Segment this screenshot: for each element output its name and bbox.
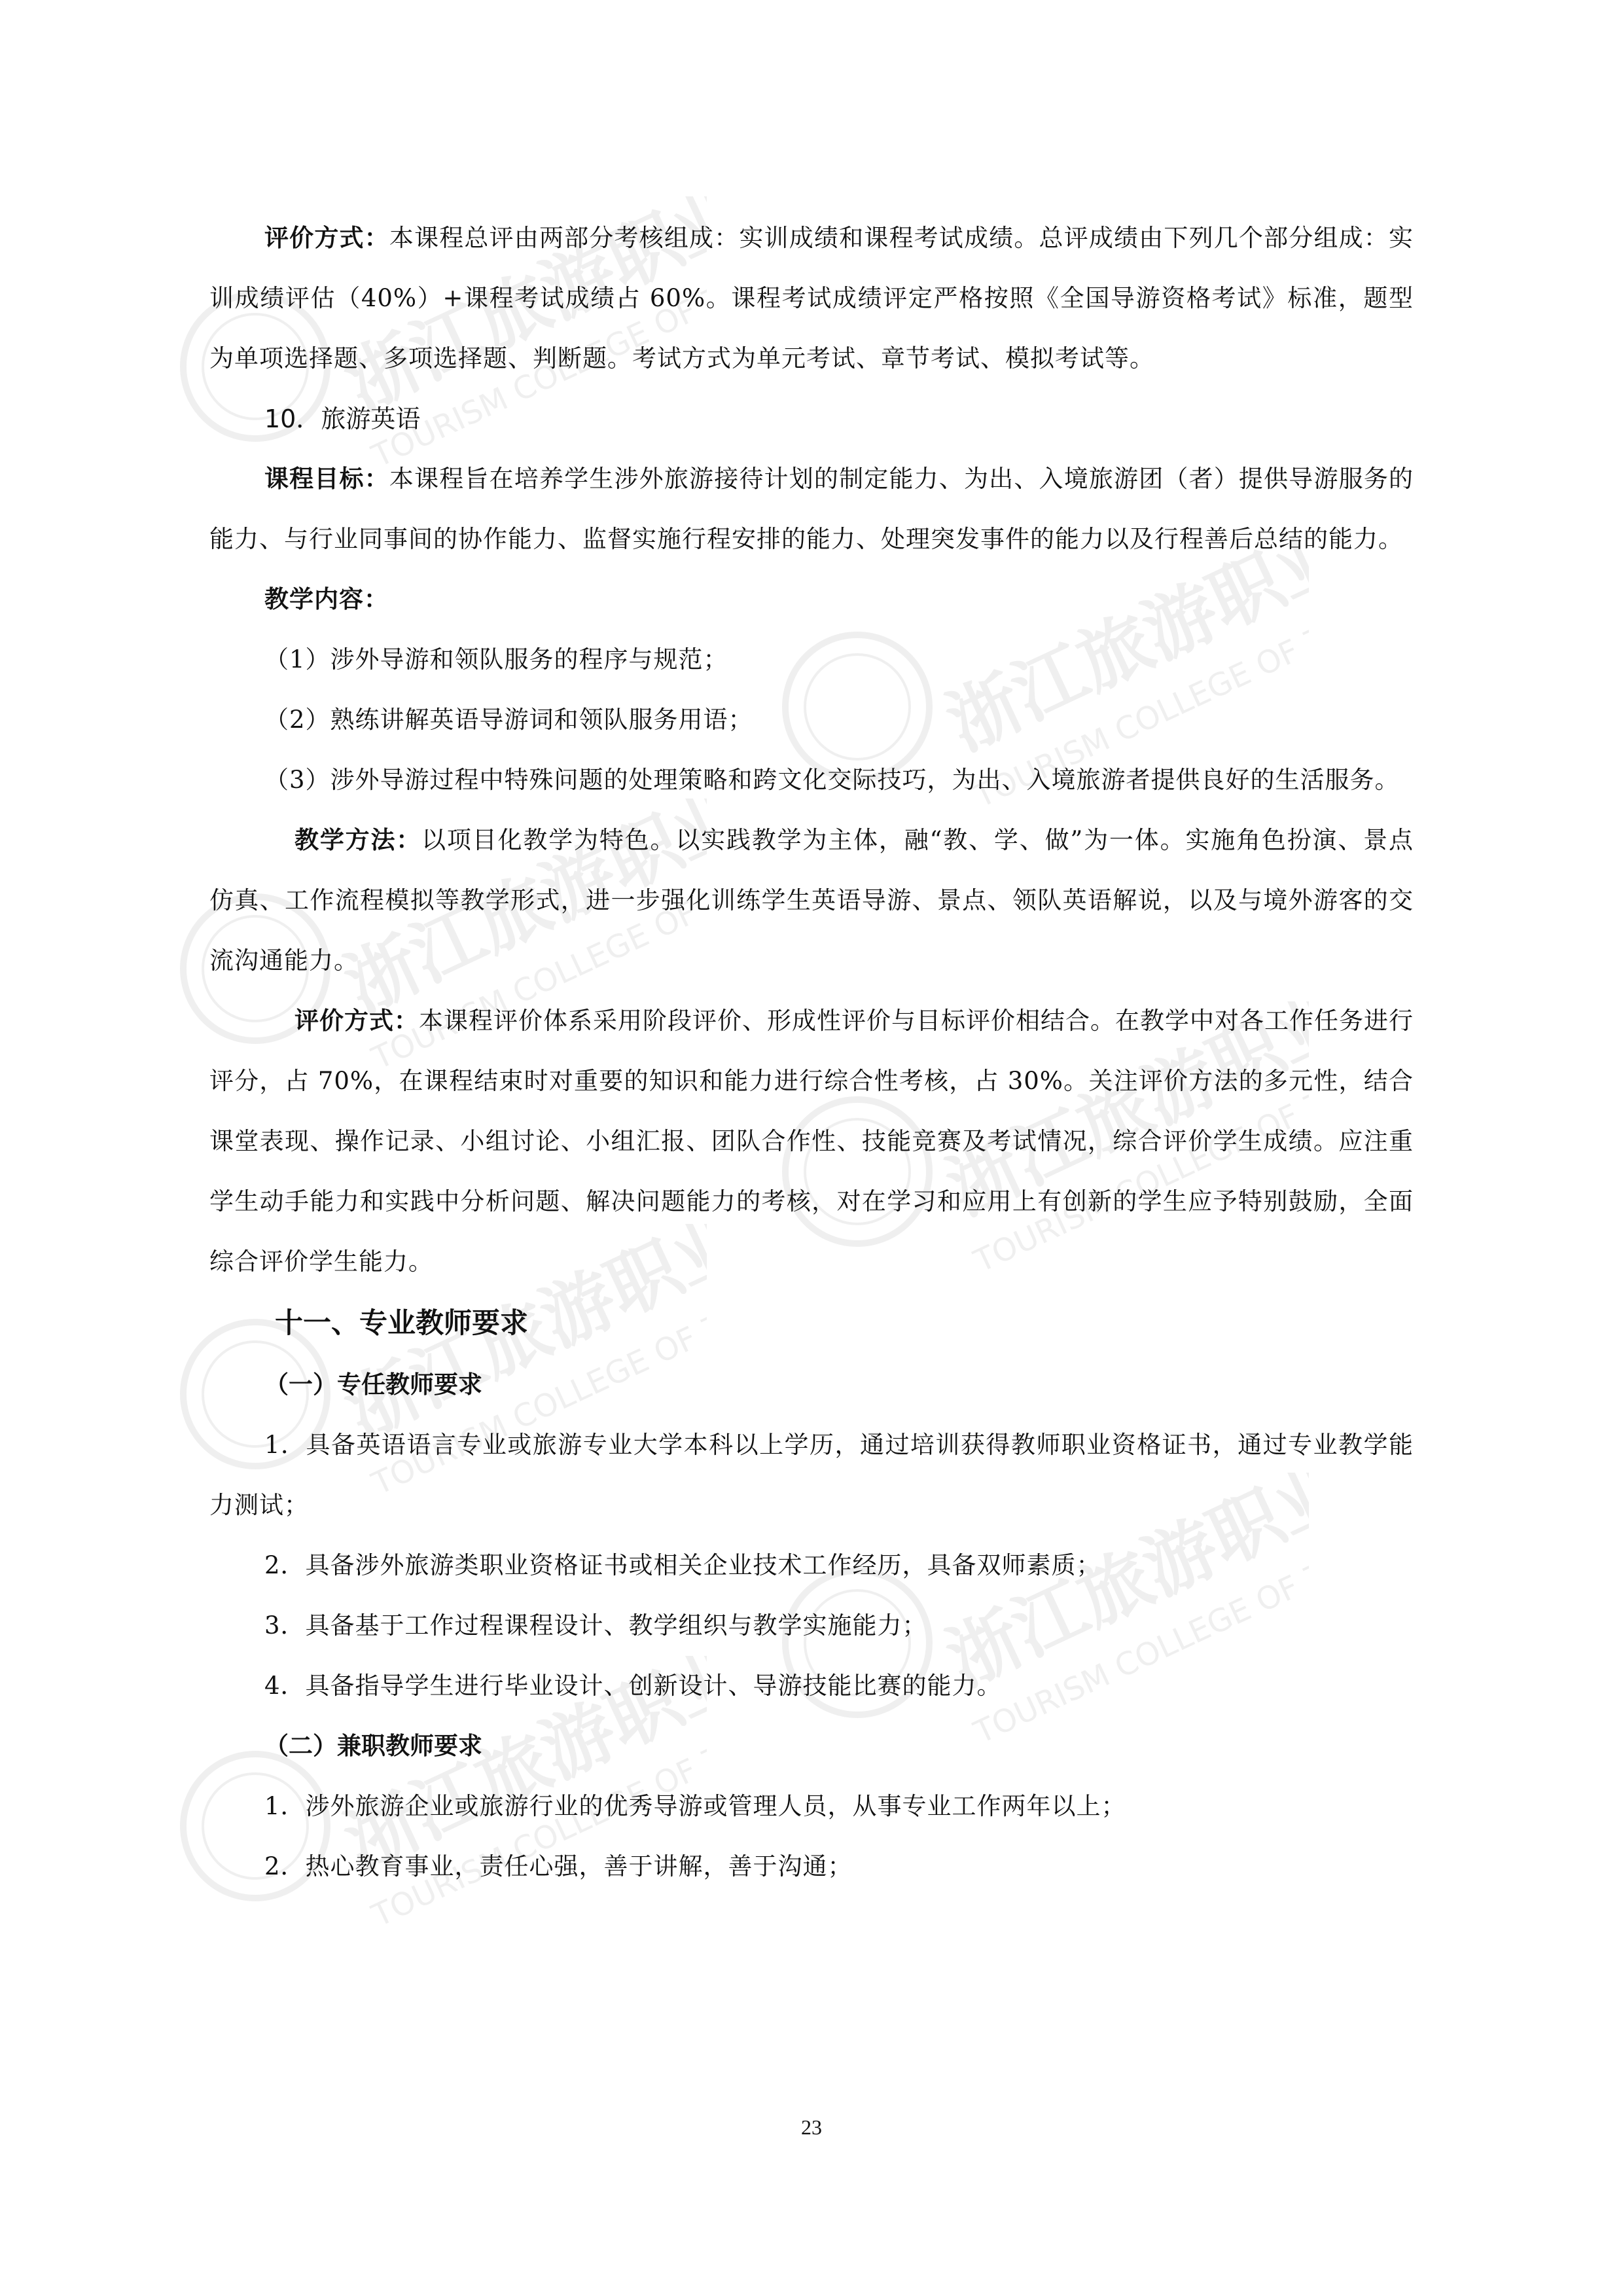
- teaching-content-heading: [209, 569, 1414, 630]
- document-body: [209, 208, 1414, 1897]
- watermark-text-en: TOURISM COLLEGE OF ZHEJIANG: [969, 564, 1309, 816]
- parttime-requirement-item: 1．涉外旅游企业或旅游行业的优秀导游或管理人员，从事专业工作两年以上；: [264, 1792, 1126, 1820]
- teaching-method-paragraph: [209, 810, 1414, 991]
- fulltime-teacher-title: （一）专任教师要求: [264, 1371, 482, 1399]
- watermark-text-cn: 浙江旅游职业学院: [935, 1001, 1309, 1231]
- course-heading: 10．旅游英语: [264, 404, 421, 433]
- watermark-text-cn: 浙江旅游职业学院: [332, 1656, 707, 1886]
- page-number: 23: [801, 2115, 822, 2139]
- watermark-text-en: TOURISM COLLEGE OF ZHEJIANG: [969, 1028, 1309, 1280]
- watermark-text-cn: 浙江旅游职业学院: [332, 798, 707, 1028]
- parttime-teacher-title: （二）兼职教师要求: [264, 1732, 482, 1760]
- course-evaluation-text: 本课程评价体系采用阶段评价、形成性评价与目标评价相结合。在教学中对各工作任务进行评分，占 70%，在课程结束时对重要的知识和能力进行综合性考核，占 30%。关注评价方法的多元性，结合课堂表现、操作记录、小组讨论、小组汇报、团队合作性、技能竞赛及考试情况，综合评价学生成绩。应注重学生动手能力和实践中分析问题、解决问题能力的考核，对在学习和应用上有创新的学生应予特别鼓励，全面综合评价学生能力。: [209, 1007, 1414, 1276]
- course-goal-label: 课程目标：: [264, 465, 389, 493]
- watermark-text-en: TOURISM COLLEGE OF ZHEJIANG: [366, 1683, 707, 1935]
- teaching-method-text: 以项目化教学为特色。以实践教学为主体，融“教、学、做”为一体。实施角色扮演、景点仿真、工作流程模拟等教学形式，进一步强化训练学生英语导游、景点、领队英语解说，以及与境外游客的交流沟通能力。: [209, 826, 1414, 975]
- parttime-requirement-item: 2．热心教育事业，责任心强，善于讲解，善于沟通；: [264, 1852, 853, 1880]
- course-evaluation-paragraph: [209, 991, 1414, 1292]
- fulltime-requirement-item: 3．具备基于工作过程课程设计、教学组织与教学实施能力；: [264, 1611, 927, 1640]
- watermark-text-cn: 浙江旅游职业学院: [332, 196, 707, 426]
- teaching-content-item: （2）熟练讲解英语导游词和领队服务用语；: [264, 706, 753, 734]
- course-goal-paragraph: [209, 449, 1414, 569]
- evaluation-text: 本课程总评由两部分考核组成：实训成绩和课程考试成绩。总评成绩由下列几个部分组成：实训成绩评估（40%）+课程考试成绩占 60%。课程考试成绩评定严格按照《全国导游资格考试》标准，题型为单项选择题、多项选择题、判断题。考试方式为单元考试、章节考试、模拟考试等。: [209, 224, 1414, 372]
- evaluation-paragraph: [209, 208, 1414, 389]
- watermark-text-en: TOURISM COLLEGE OF ZHEJIANG: [969, 1499, 1309, 1751]
- watermark-text-en: TOURISM COLLEGE OF ZHEJIANG: [366, 223, 707, 475]
- fulltime-requirement-item: 1．具备英语语言专业或旅游专业大学本科以上学历，通过培训获得教师职业资格证书，通过专业教学能力测试；: [209, 1431, 1414, 1519]
- teaching-method-label: 教学方法：: [294, 826, 422, 854]
- section-title: 十一、专业教师要求: [275, 1307, 528, 1340]
- watermark-text-cn: 浙江旅游职业学院: [935, 1473, 1309, 1702]
- teaching-content-item: （1）涉外导游和领队服务的程序与规范；: [264, 645, 728, 673]
- watermark-text-en: TOURISM COLLEGE OF ZHEJIANG: [366, 1251, 707, 1503]
- course-evaluation-label: 评价方式：: [294, 1007, 419, 1035]
- teaching-content-item: （3）涉外导游过程中特殊问题的处理策略和跨文化交际技巧，为出、入境旅游者提供良好的生活服务。: [264, 766, 1400, 794]
- watermark-text-cn: 浙江旅游职业学院: [935, 537, 1309, 766]
- watermark-text-cn: 浙江旅游职业学院: [332, 1224, 707, 1454]
- fulltime-requirement-item: 4．具备指导学生进行毕业设计、创新设计、导游技能比赛的能力。: [264, 1672, 1002, 1700]
- teaching-content-label: 教学内容：: [264, 585, 389, 613]
- evaluation-label: 评价方式：: [264, 224, 389, 252]
- watermark-text-en: TOURISM COLLEGE OF ZHEJIANG: [366, 825, 707, 1077]
- fulltime-requirement-item: 2．具备涉外旅游类职业资格证书或相关企业技术工作经历，具备双师素质；: [264, 1551, 1101, 1579]
- course-goal-text: 本课程旨在培养学生涉外旅游接待计划的制定能力、为出、入境旅游团（者）提供导游服务的能力、与行业同事间的协作能力、监督实施行程安排的能力、处理突发事件的能力以及行程善后总结的能力。: [209, 465, 1414, 553]
